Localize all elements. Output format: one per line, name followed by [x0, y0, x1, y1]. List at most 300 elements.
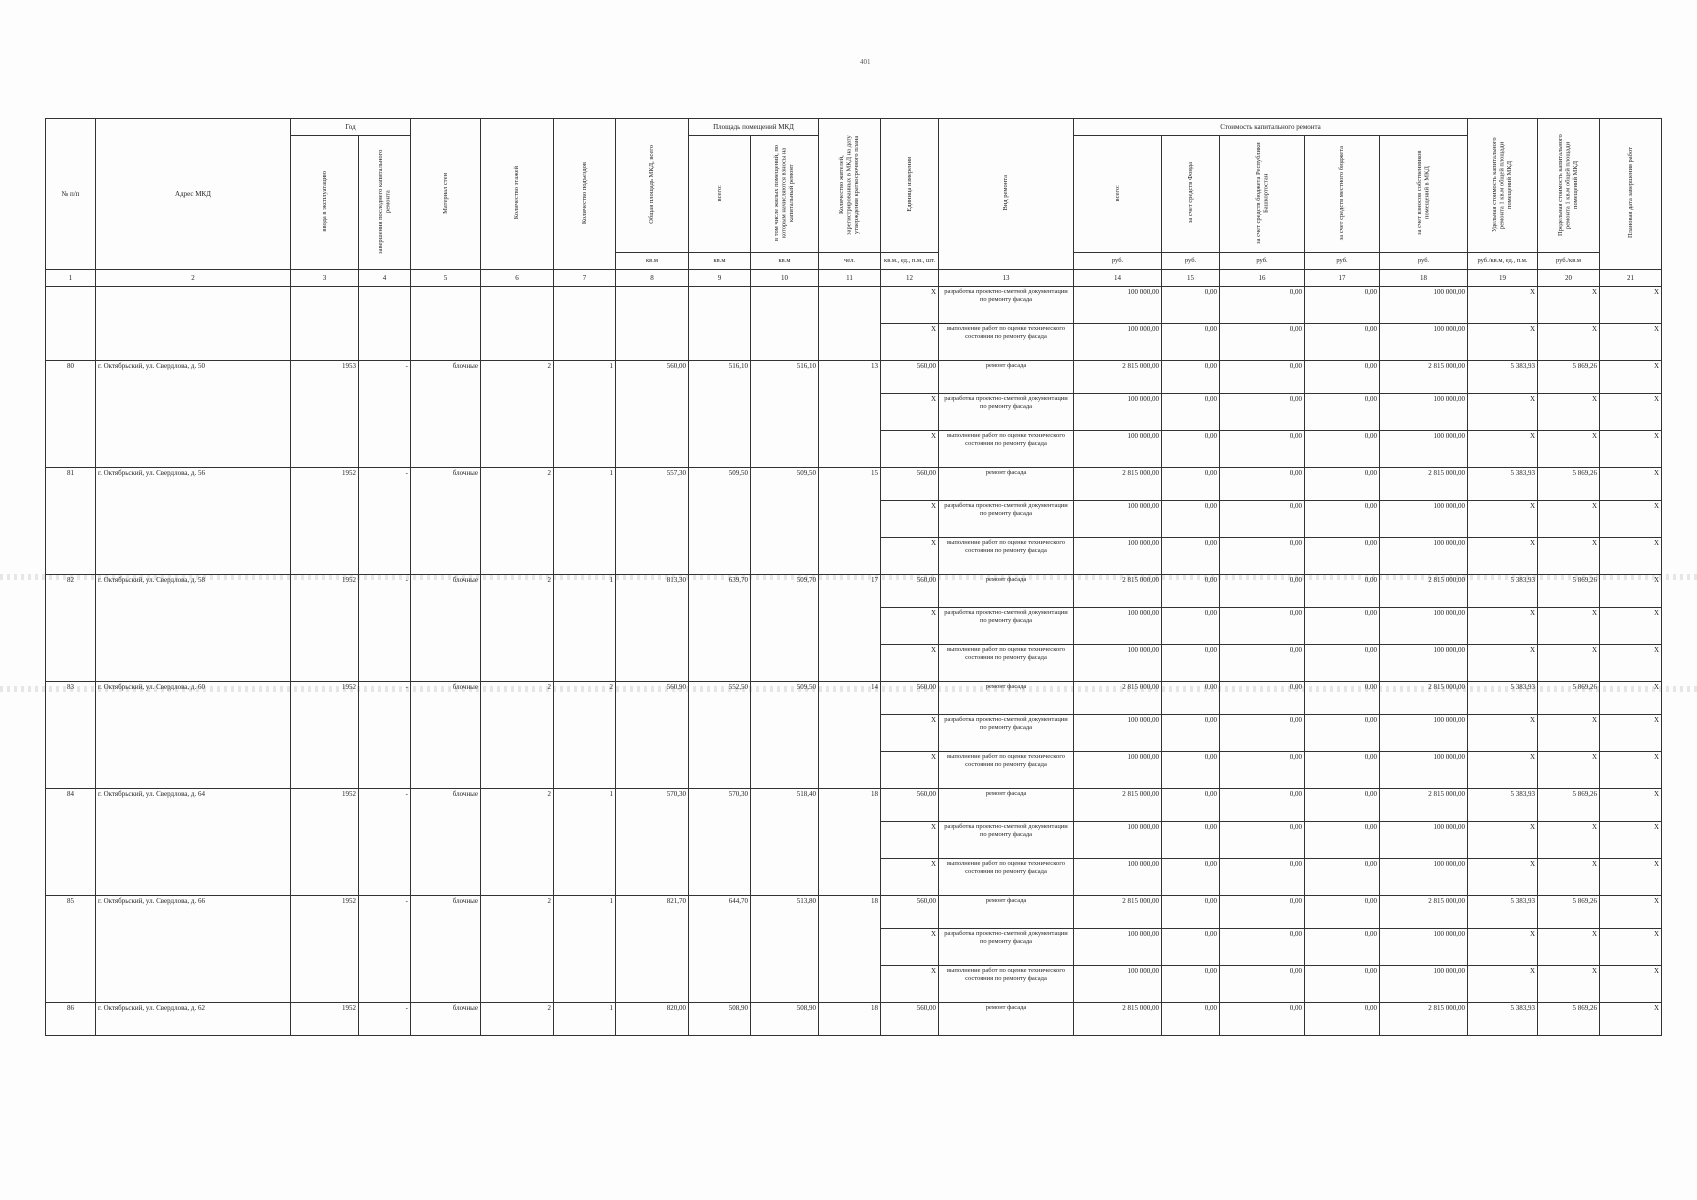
cost-fund-cell: 0,00	[1162, 929, 1220, 966]
cost-fund-cell: 0,00	[1162, 752, 1220, 789]
area-res-cell: 518,40	[751, 789, 819, 896]
plan-date-cell: X	[1600, 789, 1662, 822]
commission-year-cell: 1952	[291, 1003, 359, 1036]
work-type-cell: выполнение работ по оценке технического состояния по ремонту фасада	[939, 859, 1074, 896]
header-wall-material: Материал стен	[411, 119, 481, 270]
address-cell: г. Октябрьский, ул. Свердлова, д. 56	[96, 468, 291, 575]
column-number-row	[46, 270, 1662, 287]
cost-fund-cell: 0,00	[1162, 538, 1220, 575]
work-type-cell: разработка проектно-сметной документации по ремонту фасада	[939, 501, 1074, 538]
cost-republic-cell: 0,00	[1220, 287, 1305, 324]
header-cost-total: всего:	[1074, 136, 1162, 253]
cost-owners-cell: 100 000,00	[1380, 287, 1468, 324]
plan-date-cell: X	[1600, 361, 1662, 394]
last-repair-cell: -	[359, 468, 411, 575]
empty-cell	[819, 287, 881, 361]
cost-total-cell: 100 000,00	[1074, 822, 1162, 859]
work-type-cell: выполнение работ по оценке технического состояния по ремонту фасада	[939, 645, 1074, 682]
unit-cell: X	[881, 822, 939, 859]
cost-total-cell: 100 000,00	[1074, 715, 1162, 752]
cost-local-cell: 0,00	[1305, 394, 1380, 431]
cost-owners-cell: 100 000,00	[1380, 859, 1468, 896]
work-type-cell: ремонт фасада	[939, 575, 1074, 608]
total-area-cell: 821,70	[616, 896, 689, 1003]
header-plan-date: Плановая дата завершения работ	[1600, 119, 1662, 270]
table-row	[46, 287, 1662, 324]
header-area-all: всего:	[689, 136, 751, 253]
cost-republic-cell: 0,00	[1220, 859, 1305, 896]
address-cell: г. Октябрьский, ул. Свердлова, д. 66	[96, 896, 291, 1003]
empty-cell	[689, 287, 751, 361]
floors-cell: 2	[481, 575, 554, 682]
total-area-cell: 560,00	[616, 361, 689, 468]
cost-republic-cell: 0,00	[1220, 682, 1305, 715]
cost-republic-cell: 0,00	[1220, 715, 1305, 752]
header-floors: Количество этажей	[481, 119, 554, 270]
unit-cost-cell: 5 383,93	[1468, 575, 1538, 608]
unit-cell: X	[881, 752, 939, 789]
row-number-cell: 82	[46, 575, 96, 682]
cost-republic-cell: 0,00	[1220, 608, 1305, 645]
cost-total-cell: 100 000,00	[1074, 645, 1162, 682]
header-cost-local: за счет средств местного бюджета	[1305, 136, 1380, 253]
cost-local-cell: 0,00	[1305, 608, 1380, 645]
address-cell: г. Октябрьский, ул. Свердлова, д. 64	[96, 789, 291, 896]
cost-fund-cell: 0,00	[1162, 715, 1220, 752]
column-number: 4	[359, 270, 411, 287]
last-repair-cell: -	[359, 789, 411, 896]
cost-owners-cell: 100 000,00	[1380, 501, 1468, 538]
capital-repair-register	[45, 118, 1662, 1036]
wall-material-cell: блочные	[411, 468, 481, 575]
table-row	[46, 896, 1662, 929]
header-cost-group: Стоимость капитального ремонта	[1074, 119, 1468, 136]
row-number-cell: 84	[46, 789, 96, 896]
total-area-cell: 570,30	[616, 789, 689, 896]
work-type-cell: ремонт фасада	[939, 789, 1074, 822]
cost-local-cell: 0,00	[1305, 859, 1380, 896]
cost-owners-cell: 100 000,00	[1380, 929, 1468, 966]
unit-unit-cost: руб./кв.м, ед., п.м.	[1468, 253, 1538, 270]
unit-cost-cell: X	[1468, 929, 1538, 966]
header-unit-cost: Удельная стоимость капитального ремонта 1 кв.м общей площади помещений МКД	[1468, 119, 1538, 253]
cost-local-cell: 0,00	[1305, 431, 1380, 468]
cost-total-cell: 2 815 000,00	[1074, 1003, 1162, 1036]
wall-material-cell: блочные	[411, 1003, 481, 1036]
limit-cost-cell: X	[1538, 966, 1600, 1003]
empty-cell	[46, 287, 96, 361]
empty-cell	[359, 287, 411, 361]
table-row	[46, 682, 1662, 715]
header-entrances: Количество подъездов	[554, 119, 616, 270]
cost-fund-cell: 0,00	[1162, 682, 1220, 715]
residents-cell: 13	[819, 361, 881, 468]
empty-cell	[751, 287, 819, 361]
cost-local-cell: 0,00	[1305, 715, 1380, 752]
total-area-cell: 813,30	[616, 575, 689, 682]
cost-republic-cell: 0,00	[1220, 789, 1305, 822]
cost-owners-cell: 100 000,00	[1380, 966, 1468, 1003]
cost-total-cell: 100 000,00	[1074, 501, 1162, 538]
cost-owners-cell: 100 000,00	[1380, 394, 1468, 431]
cost-local-cell: 0,00	[1305, 361, 1380, 394]
column-number: 2	[96, 270, 291, 287]
header-work-type: Вид ремонта	[939, 119, 1074, 270]
plan-date-cell: X	[1600, 682, 1662, 715]
cost-republic-cell: 0,00	[1220, 394, 1305, 431]
limit-cost-cell: X	[1538, 501, 1600, 538]
last-repair-cell: -	[359, 682, 411, 789]
cost-republic-cell: 0,00	[1220, 538, 1305, 575]
commission-year-cell: 1952	[291, 682, 359, 789]
row-number-cell: 85	[46, 896, 96, 1003]
work-type-cell: ремонт фасада	[939, 896, 1074, 929]
residents-cell: 15	[819, 468, 881, 575]
unit-cell: X	[881, 608, 939, 645]
work-type-cell: выполнение работ по оценке технического состояния по ремонту фасада	[939, 538, 1074, 575]
table-row	[46, 789, 1662, 822]
area-res-cell: 513,80	[751, 896, 819, 1003]
cost-republic-cell: 0,00	[1220, 1003, 1305, 1036]
limit-cost-cell: 5 869,26	[1538, 575, 1600, 608]
cost-total-cell: 2 815 000,00	[1074, 361, 1162, 394]
column-number: 16	[1220, 270, 1305, 287]
plan-date-cell: X	[1600, 324, 1662, 361]
last-repair-cell: -	[359, 1003, 411, 1036]
cost-fund-cell: 0,00	[1162, 859, 1220, 896]
residents-cell: 18	[819, 1003, 881, 1036]
plan-date-cell: X	[1600, 608, 1662, 645]
cost-owners-cell: 2 815 000,00	[1380, 682, 1468, 715]
wall-material-cell: блочные	[411, 575, 481, 682]
limit-cost-cell: X	[1538, 929, 1600, 966]
plan-date-cell: X	[1600, 394, 1662, 431]
address-cell: г. Октябрьский, ул. Свердлова, д. 50	[96, 361, 291, 468]
entrances-cell: 2	[554, 682, 616, 789]
residents-cell: 18	[819, 789, 881, 896]
unit-cell: X	[881, 394, 939, 431]
work-type-cell: ремонт фасада	[939, 361, 1074, 394]
header-total-area: Общая площадь МКД, всего	[616, 119, 689, 253]
unit-cost-republic: руб.	[1220, 253, 1305, 270]
work-type-cell: ремонт фасада	[939, 468, 1074, 501]
cost-fund-cell: 0,00	[1162, 1003, 1220, 1036]
unit-cost-cell: X	[1468, 394, 1538, 431]
plan-date-cell: X	[1600, 538, 1662, 575]
work-type-cell: ремонт фасада	[939, 682, 1074, 715]
column-number: 20	[1538, 270, 1600, 287]
unit-cost-local: руб.	[1305, 253, 1380, 270]
column-number: 6	[481, 270, 554, 287]
unit-cost-cell: X	[1468, 608, 1538, 645]
cost-local-cell: 0,00	[1305, 929, 1380, 966]
cost-republic-cell: 0,00	[1220, 966, 1305, 1003]
cost-fund-cell: 0,00	[1162, 822, 1220, 859]
cost-republic-cell: 0,00	[1220, 896, 1305, 929]
cost-republic-cell: 0,00	[1220, 324, 1305, 361]
header-area-residential: в том числе жилых помещений, по которым начисляются взносы на капитальный ремонт	[751, 136, 819, 253]
area-all-cell: 509,50	[689, 468, 751, 575]
table-row	[46, 575, 1662, 608]
unit-cell: X	[881, 287, 939, 324]
empty-cell	[481, 287, 554, 361]
cost-owners-cell: 2 815 000,00	[1380, 361, 1468, 394]
cost-total-cell: 2 815 000,00	[1074, 789, 1162, 822]
unit-cost-cell: X	[1468, 752, 1538, 789]
unit-limit-cost: руб./кв.м	[1538, 253, 1600, 270]
cost-local-cell: 0,00	[1305, 682, 1380, 715]
unit-cost-cell: X	[1468, 966, 1538, 1003]
plan-date-cell: X	[1600, 468, 1662, 501]
header-cost-owners: за счет взносов собственников помещений в МКД	[1380, 136, 1468, 253]
table-row	[46, 361, 1662, 394]
work-type-cell: выполнение работ по оценке технического состояния по ремонту фасада	[939, 966, 1074, 1003]
floors-cell: 2	[481, 468, 554, 575]
header-address: Адрес МКД	[96, 119, 291, 270]
column-number: 17	[1305, 270, 1380, 287]
entrances-cell: 1	[554, 575, 616, 682]
header-premises-area-group: Площадь помещений МКД	[689, 119, 819, 136]
unit-cost-cell: 5 383,93	[1468, 896, 1538, 929]
cost-fund-cell: 0,00	[1162, 789, 1220, 822]
column-number: 15	[1162, 270, 1220, 287]
empty-cell	[616, 287, 689, 361]
floors-cell: 2	[481, 789, 554, 896]
limit-cost-cell: 5 869,26	[1538, 1003, 1600, 1036]
limit-cost-cell: X	[1538, 431, 1600, 468]
cost-local-cell: 0,00	[1305, 966, 1380, 1003]
cost-total-cell: 100 000,00	[1074, 929, 1162, 966]
unit-cost-cell: 5 383,93	[1468, 361, 1538, 394]
plan-date-cell: X	[1600, 859, 1662, 896]
cost-fund-cell: 0,00	[1162, 287, 1220, 324]
unit-cell: 560,00	[881, 361, 939, 394]
column-number: 8	[616, 270, 689, 287]
limit-cost-cell: X	[1538, 859, 1600, 896]
work-type-cell: разработка проектно-сметной документации по ремонту фасада	[939, 608, 1074, 645]
row-number-cell: 81	[46, 468, 96, 575]
entrances-cell: 1	[554, 1003, 616, 1036]
limit-cost-cell: X	[1538, 538, 1600, 575]
work-type-cell: выполнение работ по оценке технического состояния по ремонту фасада	[939, 431, 1074, 468]
unit-cost-cell: X	[1468, 501, 1538, 538]
cost-republic-cell: 0,00	[1220, 645, 1305, 682]
wall-material-cell: блочные	[411, 682, 481, 789]
wall-material-cell: блочные	[411, 789, 481, 896]
unit-cell: 560,00	[881, 1003, 939, 1036]
unit-area-res: кв.м	[751, 253, 819, 270]
plan-date-cell: X	[1600, 645, 1662, 682]
unit-cell: 560,00	[881, 682, 939, 715]
residents-cell: 14	[819, 682, 881, 789]
floors-cell: 2	[481, 361, 554, 468]
limit-cost-cell: X	[1538, 608, 1600, 645]
entrances-cell: 1	[554, 361, 616, 468]
unit-cell: 560,00	[881, 468, 939, 501]
cost-total-cell: 100 000,00	[1074, 752, 1162, 789]
cost-fund-cell: 0,00	[1162, 896, 1220, 929]
last-repair-cell: -	[359, 361, 411, 468]
header-num: № п/п	[46, 119, 96, 270]
unit-residents: чел.	[819, 253, 881, 270]
header-cost-fund: за счет средств Фонда	[1162, 136, 1220, 253]
unit-cell: X	[881, 645, 939, 682]
unit-cost-fund: руб.	[1162, 253, 1220, 270]
limit-cost-cell: X	[1538, 394, 1600, 431]
unit-cost-owners: руб.	[1380, 253, 1468, 270]
cost-fund-cell: 0,00	[1162, 608, 1220, 645]
cost-owners-cell: 2 815 000,00	[1380, 789, 1468, 822]
unit-cell: X	[881, 859, 939, 896]
last-repair-cell: -	[359, 896, 411, 1003]
unit-cost-cell: X	[1468, 287, 1538, 324]
cost-fund-cell: 0,00	[1162, 361, 1220, 394]
cost-local-cell: 0,00	[1305, 468, 1380, 501]
unit-cost-cell: 5 383,93	[1468, 682, 1538, 715]
cost-owners-cell: 100 000,00	[1380, 822, 1468, 859]
cost-owners-cell: 100 000,00	[1380, 645, 1468, 682]
limit-cost-cell: 5 869,26	[1538, 682, 1600, 715]
row-number-cell: 80	[46, 361, 96, 468]
area-all-cell: 639,70	[689, 575, 751, 682]
unit-area-all: кв.м	[689, 253, 751, 270]
unit-cell: 560,00	[881, 896, 939, 929]
unit-cell: X	[881, 324, 939, 361]
plan-date-cell: X	[1600, 896, 1662, 929]
cost-total-cell: 100 000,00	[1074, 431, 1162, 468]
residents-cell: 18	[819, 896, 881, 1003]
area-res-cell: 509,50	[751, 682, 819, 789]
area-all-cell: 644,70	[689, 896, 751, 1003]
cost-republic-cell: 0,00	[1220, 575, 1305, 608]
cost-owners-cell: 100 000,00	[1380, 608, 1468, 645]
cost-local-cell: 0,00	[1305, 752, 1380, 789]
plan-date-cell: X	[1600, 822, 1662, 859]
cost-local-cell: 0,00	[1305, 287, 1380, 324]
unit-cost-cell: 5 383,93	[1468, 1003, 1538, 1036]
empty-cell	[96, 287, 291, 361]
cost-total-cell: 100 000,00	[1074, 966, 1162, 1003]
cost-republic-cell: 0,00	[1220, 501, 1305, 538]
area-all-cell: 570,30	[689, 789, 751, 896]
table-header	[46, 119, 1662, 287]
unit-cell: X	[881, 501, 939, 538]
column-number: 12	[881, 270, 939, 287]
area-res-cell: 516,10	[751, 361, 819, 468]
cost-total-cell: 2 815 000,00	[1074, 468, 1162, 501]
cost-total-cell: 2 815 000,00	[1074, 575, 1162, 608]
cost-republic-cell: 0,00	[1220, 361, 1305, 394]
table-body	[46, 287, 1662, 1036]
header-cost-republic: за счет средств бюджета Республики Башкортостан	[1220, 136, 1305, 253]
empty-cell	[291, 287, 359, 361]
work-type-cell: выполнение работ по оценке технического состояния по ремонту фасада	[939, 752, 1074, 789]
cost-fund-cell: 0,00	[1162, 324, 1220, 361]
work-type-cell: ремонт фасада	[939, 1003, 1074, 1036]
area-all-cell: 508,90	[689, 1003, 751, 1036]
commission-year-cell: 1952	[291, 789, 359, 896]
unit-cost-cell: X	[1468, 822, 1538, 859]
header-year-group: Год	[291, 119, 411, 136]
cost-total-cell: 100 000,00	[1074, 859, 1162, 896]
total-area-cell: 820,00	[616, 1003, 689, 1036]
cost-owners-cell: 100 000,00	[1380, 752, 1468, 789]
plan-date-cell: X	[1600, 287, 1662, 324]
last-repair-cell: -	[359, 575, 411, 682]
limit-cost-cell: 5 869,26	[1538, 896, 1600, 929]
cost-fund-cell: 0,00	[1162, 431, 1220, 468]
cost-local-cell: 0,00	[1305, 501, 1380, 538]
cost-owners-cell: 2 815 000,00	[1380, 468, 1468, 501]
entrances-cell: 1	[554, 789, 616, 896]
column-number: 3	[291, 270, 359, 287]
header-residents: Количество жителей, зарегистрированных в МКД на дату утверждения краткосрочного плана	[819, 119, 881, 253]
cost-fund-cell: 0,00	[1162, 394, 1220, 431]
cost-fund-cell: 0,00	[1162, 501, 1220, 538]
total-area-cell: 560,90	[616, 682, 689, 789]
unit-cell: X	[881, 929, 939, 966]
empty-cell	[411, 287, 481, 361]
column-number: 7	[554, 270, 616, 287]
limit-cost-cell: X	[1538, 287, 1600, 324]
floors-cell: 2	[481, 1003, 554, 1036]
unit-cost-cell: 5 383,93	[1468, 789, 1538, 822]
unit-cost-cell: X	[1468, 538, 1538, 575]
cost-total-cell: 100 000,00	[1074, 394, 1162, 431]
address-cell: г. Октябрьский, ул. Свердлова, д. 60	[96, 682, 291, 789]
limit-cost-cell: 5 869,26	[1538, 468, 1600, 501]
unit-cell: X	[881, 715, 939, 752]
row-number-cell: 86	[46, 1003, 96, 1036]
unit-cell: X	[881, 431, 939, 468]
work-type-cell: разработка проектно-сметной документации по ремонту фасада	[939, 287, 1074, 324]
commission-year-cell: 1952	[291, 896, 359, 1003]
cost-local-cell: 0,00	[1305, 789, 1380, 822]
unit-measure: кв.м., ед., п.м., шт.	[881, 253, 939, 270]
header-last-repair-year: завершения последнего капитального ремонта	[359, 136, 411, 270]
cost-republic-cell: 0,00	[1220, 752, 1305, 789]
cost-republic-cell: 0,00	[1220, 822, 1305, 859]
commission-year-cell: 1952	[291, 468, 359, 575]
unit-cost-cell: X	[1468, 431, 1538, 468]
total-area-cell: 557,30	[616, 468, 689, 575]
cost-owners-cell: 100 000,00	[1380, 324, 1468, 361]
unit-cell: 560,00	[881, 575, 939, 608]
plan-date-cell: X	[1600, 966, 1662, 1003]
cost-owners-cell: 2 815 000,00	[1380, 896, 1468, 929]
floors-cell: 2	[481, 896, 554, 1003]
page-number: 401	[860, 58, 871, 66]
cost-republic-cell: 0,00	[1220, 929, 1305, 966]
column-number: 11	[819, 270, 881, 287]
cost-owners-cell: 2 815 000,00	[1380, 1003, 1468, 1036]
work-type-cell: разработка проектно-сметной документации по ремонту фасада	[939, 929, 1074, 966]
unit-total-area: кв.м	[616, 253, 689, 270]
unit-cost-cell: X	[1468, 324, 1538, 361]
column-number: 1	[46, 270, 96, 287]
cost-fund-cell: 0,00	[1162, 645, 1220, 682]
plan-date-cell: X	[1600, 501, 1662, 538]
column-number: 18	[1380, 270, 1468, 287]
unit-cell: 560,00	[881, 789, 939, 822]
unit-cost-cell: X	[1468, 645, 1538, 682]
cost-local-cell: 0,00	[1305, 822, 1380, 859]
table-row	[46, 1003, 1662, 1036]
cost-owners-cell: 100 000,00	[1380, 538, 1468, 575]
cost-local-cell: 0,00	[1305, 538, 1380, 575]
address-cell: г. Октябрьский, ул. Свердлова, д. 62	[96, 1003, 291, 1036]
area-res-cell: 509,50	[751, 468, 819, 575]
